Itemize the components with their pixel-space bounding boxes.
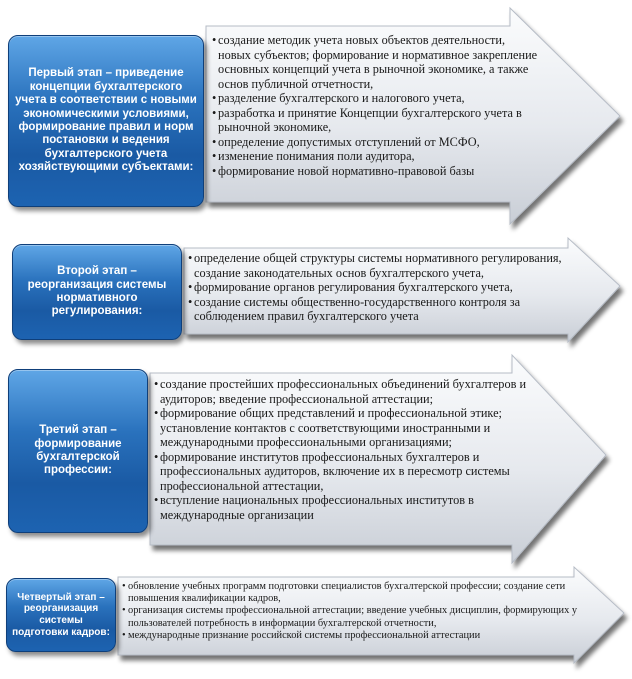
stage-2-title: Второй этап – реорганизация системы нормативного регулирования: bbox=[12, 244, 182, 340]
list-item: • разработка и принятие Концепции бухгалтерского учета в рыночной экономике, bbox=[212, 106, 538, 135]
stage-3-title: Третий этап – формирование бухгалтерской профессии: bbox=[8, 369, 148, 533]
list-item: • формирование институтов профессиональных бухгалтеров и профессиональных аудиторов, включение их в пересмотр системы профессиональной аттестации, bbox=[154, 450, 546, 494]
stage-3-list bbox=[154, 377, 546, 522]
list-item: • создание системы общественно-государственного контроля за соблюдением правил бухгалтерского учета bbox=[188, 295, 572, 324]
list-item: • создание простейших профессиональных объединений бухгалтеров и аудиторов; введение профессиональной аттестации; bbox=[154, 377, 546, 406]
stage-1-list bbox=[212, 33, 538, 178]
list-item: • определение общей структуры системы нормативного регулирования, создание законодательных основ бухгалтерского учета, bbox=[188, 251, 572, 280]
list-item: • формирование органов регулирования бухгалтерского учета, bbox=[188, 280, 572, 295]
list-item: • вступление национальных профессиональных институтов в международные организации bbox=[154, 493, 546, 522]
list-item: • создание методик учета новых объектов деятельности, новых субъектов; формирование и нормативное закрепление основных концепций учета в рыночной экономике, а также основ публичной отчетности, bbox=[212, 33, 538, 91]
stage-1-title: Первый этап – приведение концепции бухгалтерского учета в соответствии с новыми экономическими условиями, формирование правил и норм постановки и ведения бухгалтерского учета хозяйствующими субъектами: bbox=[8, 35, 204, 207]
list-item: • определение допустимых отступлений от МСФО, bbox=[212, 135, 538, 150]
list-item: • организация системы профессиональной аттестации; введение учебных дисциплин, формирующих у пользователей потребность в информации бухгалтерской отчетности, bbox=[122, 605, 580, 629]
list-item: • изменение понимания поли аудитора, bbox=[212, 149, 538, 164]
stage-4-title: Четвертый этап – реорганизация системы подготовки кадров: bbox=[6, 578, 116, 652]
list-item: • разделение бухгалтерского и налогового учета, bbox=[212, 91, 538, 106]
list-item: • формирование общих представлений и профессиональной этике; установление контактов с соответствующими иностранными и международными профессиональными организациями; bbox=[154, 406, 546, 450]
list-item: • обновление учебных программ подготовки специалистов бухгалтерской профессии; создание сети повышения квалификации кадров, bbox=[122, 581, 580, 605]
list-item: • международные признание российской системы профессиональной аттестации bbox=[122, 630, 580, 642]
stage-4-list bbox=[122, 581, 580, 642]
list-item: • формирование новой нормативно-правовой базы bbox=[212, 164, 538, 179]
stage-2-list bbox=[188, 251, 572, 324]
